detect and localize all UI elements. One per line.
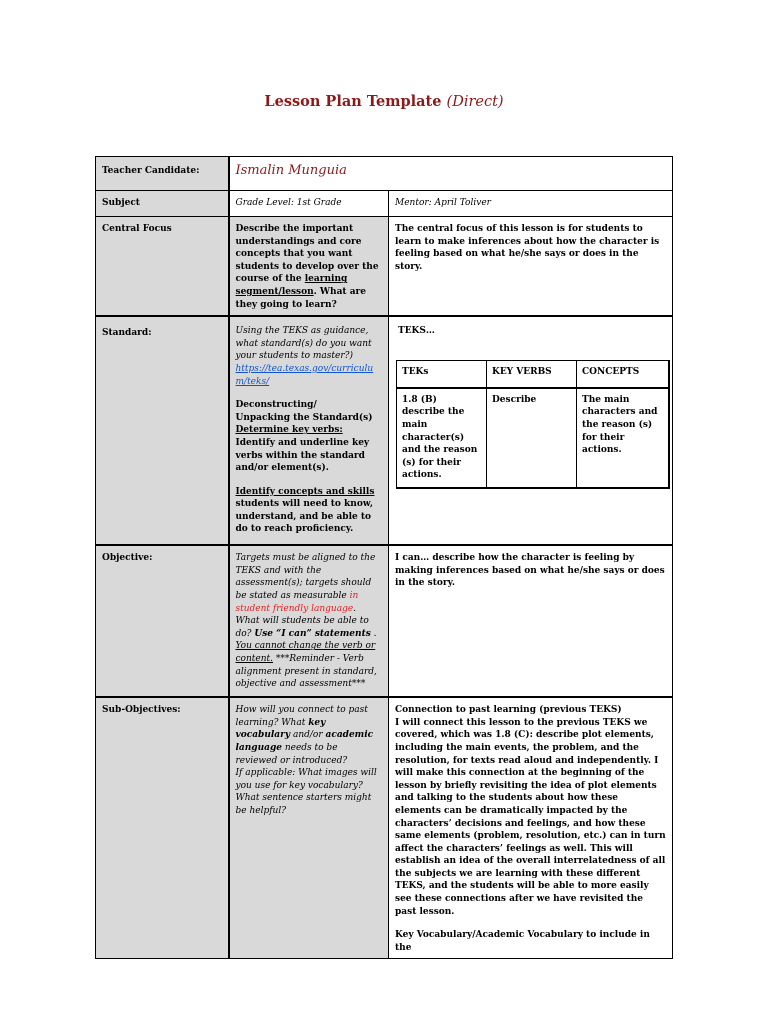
standard-label: Standard: (96, 316, 229, 545)
teks-cell-standard: 1.8 (B) describe the main character(s) and the reason (s) for their actions. (397, 388, 487, 488)
key-verbs-body: Identify and underline key verbs within the standard and/or element(s). (235, 437, 370, 474)
standard-guide-intro: Using the TEKS as guidance, what standard(s) do you want your students to master?) (235, 326, 372, 362)
teks-cell-concepts: The main characters and the reason (s) for their actions. (577, 388, 669, 488)
row-standard (96, 316, 673, 545)
central-focus-value: The central focus of this lesson is for students to learn to make inferences about how the character is feeling based on what he/she says or does in the story. (389, 217, 673, 317)
standard-value-cell (389, 316, 673, 545)
objective-guide-1: Targets must be aligned to the TEKS and with the assessment(s); targets should be stated as measurable (235, 553, 376, 601)
subobj-guide-key-vocab: key vocabulary (235, 717, 326, 741)
teks-header-row (397, 360, 669, 388)
central-guide-underlined: learning segment/lesson (235, 274, 348, 297)
vocab-heading: Key Vocabulary/Academic Vocabulary to include in the (395, 930, 650, 953)
title-sub: (Direct) (446, 94, 504, 110)
connection-heading: Connection to past learning (previous TEKS) (395, 705, 622, 716)
teks-label: TEKS… (398, 326, 435, 337)
row-objective (96, 545, 673, 697)
teks-table (396, 360, 670, 489)
teacher-label: Teacher Candidate: (96, 157, 229, 191)
teks-header-concepts: CONCEPTS (577, 360, 669, 388)
objective-guide-2: . What will students be able to do? (235, 603, 369, 639)
deconstruct-line-1: Deconstructing/ (235, 400, 317, 411)
objective-guide-bold: Use “I can” statements (254, 628, 371, 639)
teks-cell-verb: Describe (487, 388, 577, 488)
objective-label: Objective: (96, 545, 229, 697)
concepts-body: students will need to know, understand, and be able to do to reach proficiency. (235, 499, 373, 535)
objective-guide-underlined: You cannot change the verb or content. (235, 641, 376, 664)
concepts-heading: Identify concepts and skills (235, 486, 375, 497)
document-title (0, 93, 768, 110)
teks-data-row (397, 388, 669, 488)
grade-level: Grade Level: 1st Grade (229, 191, 389, 217)
subobj-guide-2: and/or (290, 730, 326, 741)
standard-guide (229, 316, 389, 545)
teks-link[interactable]: https://tea.texas.gov/curriculum/teks/ (235, 363, 374, 387)
subject-label: Subject (96, 191, 229, 217)
sub-objectives-label: Sub-Objectives: (96, 697, 229, 959)
objective-value: I can… describe how the character is feeling by making inferences based on what he/she says or does in the story. (389, 545, 673, 697)
objective-guide-4: ***Reminder - Verb alignment present in standard, objective and assessment*** (235, 653, 377, 690)
subobj-guide-3: needs to be reviewed or introduced? (235, 742, 348, 766)
teks-header-verbs: KEY VERBS (487, 360, 577, 388)
subobj-guide-4: If applicable: What images will you use for key vocabulary? What sentence starters might be helpful? (235, 768, 377, 816)
central-focus-guide (229, 217, 389, 317)
teacher-name: Ismalin Munguia (235, 163, 347, 178)
title-main: Lesson Plan Template (264, 93, 442, 110)
central-focus-label: Central Focus (96, 217, 229, 317)
central-guide-tail: . What are they going to learn? (235, 286, 366, 310)
objective-guide-3: . (370, 628, 377, 639)
objective-guide (229, 545, 389, 697)
row-sub-objectives (96, 697, 673, 959)
sub-objectives-guide (229, 697, 389, 959)
mentor: Mentor: April Toliver (389, 191, 673, 217)
subobj-guide-1: How will you connect to past learning? What (235, 705, 368, 728)
central-guide-text: Describe the important understandings and core concepts that you want students to develop over the course of the (235, 224, 379, 285)
connection-body: I will connect this lesson to the previous TEKS we covered, which was 1.8 (C): describe plot elements, including the main events, the problem, and the resolution, for texts read aloud and independently. I will make this connection at the beginning of the lesson by briefly revisiting the idea of plot elements and talking to the students about how these elements can be dramatically impacted by the characters’ decisions and feelings, and how these same elements (problem, resolution, etc.) can in turn affect the characters’ feelings as well. This will establish an idea of the overall interrelatedness of all the subjects we are learning with these different TEKS, and the students will be able to more easily see these connections after we have revisited the past lesson. (395, 717, 666, 917)
row-central-focus (96, 217, 673, 317)
teacher-value-cell (229, 157, 673, 191)
teks-header-teks: TEKs (397, 360, 487, 388)
key-verbs-heading: Determine key verbs: (235, 425, 343, 436)
lesson-plan-table (95, 156, 673, 959)
row-teacher (96, 157, 673, 191)
objective-guide-red: in student friendly language (235, 590, 359, 614)
sub-objectives-value (389, 697, 673, 959)
deconstruct-line-2: Unpacking the Standard(s) (235, 412, 373, 423)
subobj-guide-academic: academic language (235, 730, 374, 753)
row-subject (96, 191, 673, 217)
